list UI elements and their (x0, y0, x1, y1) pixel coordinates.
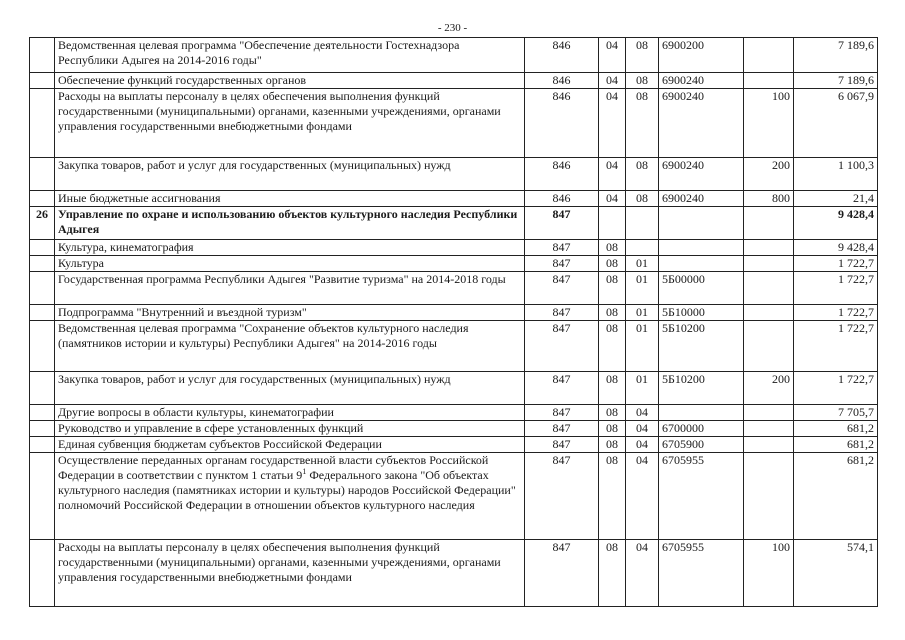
table-row (30, 421, 878, 437)
row-target-article: 5Б10200 (659, 372, 744, 405)
row-number (30, 191, 55, 207)
row-section-code: 04 (599, 73, 626, 89)
row-amount: 574,1 (794, 540, 878, 607)
row-expense-type: 800 (744, 191, 794, 207)
row-target-article: 6705955 (659, 540, 744, 607)
row-number (30, 421, 55, 437)
row-target-article: 6900240 (659, 89, 744, 158)
budget-table (29, 37, 878, 607)
row-amount: 1 722,7 (794, 256, 878, 272)
row-target-article: 6900240 (659, 191, 744, 207)
row-target-article: 6705955 (659, 453, 744, 540)
row-amount: 7 705,7 (794, 405, 878, 421)
row-section-code: 04 (599, 158, 626, 191)
row-amount: 7 189,6 (794, 73, 878, 89)
row-name: Расходы на выплаты персоналу в целях обеспечения выполнения функций государственными (муниципальными) органами, казенными учреждениями, органами управления государственными внебюджетными фондами (55, 540, 525, 607)
row-subsection-code: 08 (626, 191, 659, 207)
row-number (30, 89, 55, 158)
row-amount: 1 722,7 (794, 272, 878, 305)
row-expense-type: 200 (744, 158, 794, 191)
row-subsection-code: 04 (626, 421, 659, 437)
row-name-text-continued: Федерального закона "Об объектах культурного наследия (памятниках истории и культуры) народов Российской Федерации" полномочий Российской Федерации в отношении объектов культурного наследия (58, 468, 516, 512)
row-section-code: 08 (599, 437, 626, 453)
row-target-article: 6700000 (659, 421, 744, 437)
row-name: Культура, кинематография (55, 240, 525, 256)
row-expense-type: 200 (744, 372, 794, 405)
row-section-code: 08 (599, 540, 626, 607)
row-name: Руководство и управление в сфере установленных функций (55, 421, 525, 437)
row-amount: 9 428,4 (794, 207, 878, 240)
row-number (30, 73, 55, 89)
row-target-article: 6900240 (659, 73, 744, 89)
row-section-code: 08 (599, 240, 626, 256)
row-target-article: 6900200 (659, 38, 744, 73)
table-row (30, 38, 878, 73)
row-number (30, 540, 55, 607)
row-amount: 681,2 (794, 421, 878, 437)
row-number (30, 38, 55, 73)
row-amount: 1 722,7 (794, 372, 878, 405)
row-subsection-code (626, 240, 659, 256)
row-subsection-code: 04 (626, 405, 659, 421)
row-amount: 9 428,4 (794, 240, 878, 256)
table-row (30, 272, 878, 305)
row-number (30, 240, 55, 256)
row-subsection-code: 01 (626, 321, 659, 372)
row-name: Закупка товаров, работ и услуг для государственных (муниципальных) нужд (55, 372, 525, 405)
table-row (30, 73, 878, 89)
row-ministry-code: 847 (525, 256, 599, 272)
row-amount: 21,4 (794, 191, 878, 207)
row-section-code: 08 (599, 272, 626, 305)
row-number (30, 321, 55, 372)
row-number (30, 437, 55, 453)
row-number (30, 272, 55, 305)
row-name: Обеспечение функций государственных органов (55, 73, 525, 89)
row-subsection-code: 04 (626, 540, 659, 607)
superscript-mark: 1 (302, 467, 307, 476)
row-ministry-code: 847 (525, 437, 599, 453)
row-number (30, 405, 55, 421)
row-ministry-code: 847 (525, 372, 599, 405)
row-amount: 681,2 (794, 437, 878, 453)
row-amount: 1 100,3 (794, 158, 878, 191)
row-ministry-code: 847 (525, 207, 599, 240)
row-name: Иные бюджетные ассигнования (55, 191, 525, 207)
row-target-article (659, 256, 744, 272)
row-section-code: 08 (599, 372, 626, 405)
row-name: Управление по охране и использованию объектов культурного наследия Республики Адыгея (55, 207, 525, 240)
row-subsection-code: 04 (626, 437, 659, 453)
row-ministry-code: 847 (525, 421, 599, 437)
row-amount: 681,2 (794, 453, 878, 540)
row-number (30, 256, 55, 272)
table-row (30, 372, 878, 405)
row-ministry-code: 847 (525, 540, 599, 607)
row-expense-type (744, 73, 794, 89)
row-expense-type: 100 (744, 540, 794, 607)
table-row (30, 321, 878, 372)
page-number: - 230 - (437, 22, 468, 34)
row-number: 26 (30, 207, 55, 240)
row-target-article: 6900240 (659, 158, 744, 191)
row-section-code: 08 (599, 453, 626, 540)
row-subsection-code: 01 (626, 372, 659, 405)
row-name: Подпрограмма "Внутренний и въездной туризм" (55, 305, 525, 321)
row-number (30, 305, 55, 321)
table-row (30, 453, 878, 540)
row-expense-type (744, 240, 794, 256)
row-ministry-code: 846 (525, 89, 599, 158)
table-row (30, 305, 878, 321)
row-ministry-code: 847 (525, 321, 599, 372)
row-expense-type (744, 305, 794, 321)
row-section-code: 08 (599, 305, 626, 321)
row-target-article (659, 240, 744, 256)
table-row (30, 405, 878, 421)
row-name: Ведомственная целевая программа "Обеспечение деятельности Гостехнадзора Республики Адыгея на 2014-2016 годы" (55, 38, 525, 73)
row-name (55, 453, 525, 540)
row-section-code: 08 (599, 321, 626, 372)
row-ministry-code: 847 (525, 453, 599, 540)
row-target-article: 5Б10200 (659, 321, 744, 372)
row-subsection-code (626, 207, 659, 240)
table-row (30, 540, 878, 607)
row-expense-type: 100 (744, 89, 794, 158)
row-expense-type (744, 256, 794, 272)
row-subsection-code: 01 (626, 305, 659, 321)
row-section-code: 08 (599, 421, 626, 437)
row-name: Ведомственная целевая программа "Сохранение объектов культурного наследия (памятников истории и культуры) Республики Адыгея" на 2014-2016 годы (55, 321, 525, 372)
row-amount: 1 722,7 (794, 305, 878, 321)
row-subsection-code: 08 (626, 89, 659, 158)
row-name: Государственная программа Республики Адыгея "Развитие туризма" на 2014-2018 годы (55, 272, 525, 305)
row-ministry-code: 847 (525, 240, 599, 256)
row-ministry-code: 847 (525, 272, 599, 305)
row-section-code: 04 (599, 38, 626, 73)
row-amount: 1 722,7 (794, 321, 878, 372)
table-row (30, 191, 878, 207)
row-name: Закупка товаров, работ и услуг для государственных (муниципальных) нужд (55, 158, 525, 191)
table-row (30, 437, 878, 453)
row-number (30, 372, 55, 405)
row-section-code: 08 (599, 256, 626, 272)
row-ministry-code: 847 (525, 305, 599, 321)
row-expense-type (744, 38, 794, 73)
row-section-code (599, 207, 626, 240)
row-name-text: Осуществление переданных органам государственной власти субъектов Российской Федерации в соответствии с пунктом 1 статьи 9 (58, 453, 489, 482)
table-row (30, 89, 878, 158)
row-ministry-code: 846 (525, 38, 599, 73)
row-ministry-code: 846 (525, 191, 599, 207)
row-expense-type (744, 321, 794, 372)
table-row (30, 158, 878, 191)
row-subsection-code: 08 (626, 158, 659, 191)
row-target-article: 5Б10000 (659, 305, 744, 321)
table-row-department (30, 207, 878, 240)
row-expense-type (744, 421, 794, 437)
row-expense-type (744, 453, 794, 540)
row-target-article (659, 405, 744, 421)
row-target-article: 5Б00000 (659, 272, 744, 305)
table-row (30, 240, 878, 256)
row-expense-type (744, 272, 794, 305)
row-section-code: 04 (599, 191, 626, 207)
row-subsection-code: 08 (626, 73, 659, 89)
row-section-code: 04 (599, 89, 626, 158)
row-subsection-code: 08 (626, 38, 659, 73)
row-section-code: 08 (599, 405, 626, 421)
row-amount: 6 067,9 (794, 89, 878, 158)
row-ministry-code: 846 (525, 73, 599, 89)
row-expense-type (744, 405, 794, 421)
row-amount: 7 189,6 (794, 38, 878, 73)
row-name: Другие вопросы в области культуры, кинематографии (55, 405, 525, 421)
row-target-article (659, 207, 744, 240)
table-row (30, 256, 878, 272)
row-number (30, 453, 55, 540)
row-number (30, 158, 55, 191)
row-ministry-code: 847 (525, 405, 599, 421)
row-name: Расходы на выплаты персоналу в целях обеспечения выполнения функций государственными (муниципальными) органами, казенными учреждениями, органами управления государственными внебюджетными фондами (55, 89, 525, 158)
row-expense-type (744, 207, 794, 240)
row-expense-type (744, 437, 794, 453)
row-subsection-code: 04 (626, 453, 659, 540)
row-subsection-code: 01 (626, 272, 659, 305)
row-subsection-code: 01 (626, 256, 659, 272)
row-target-article: 6705900 (659, 437, 744, 453)
row-name: Единая субвенция бюджетам субъектов Российской Федерации (55, 437, 525, 453)
row-ministry-code: 846 (525, 158, 599, 191)
row-name: Культура (55, 256, 525, 272)
